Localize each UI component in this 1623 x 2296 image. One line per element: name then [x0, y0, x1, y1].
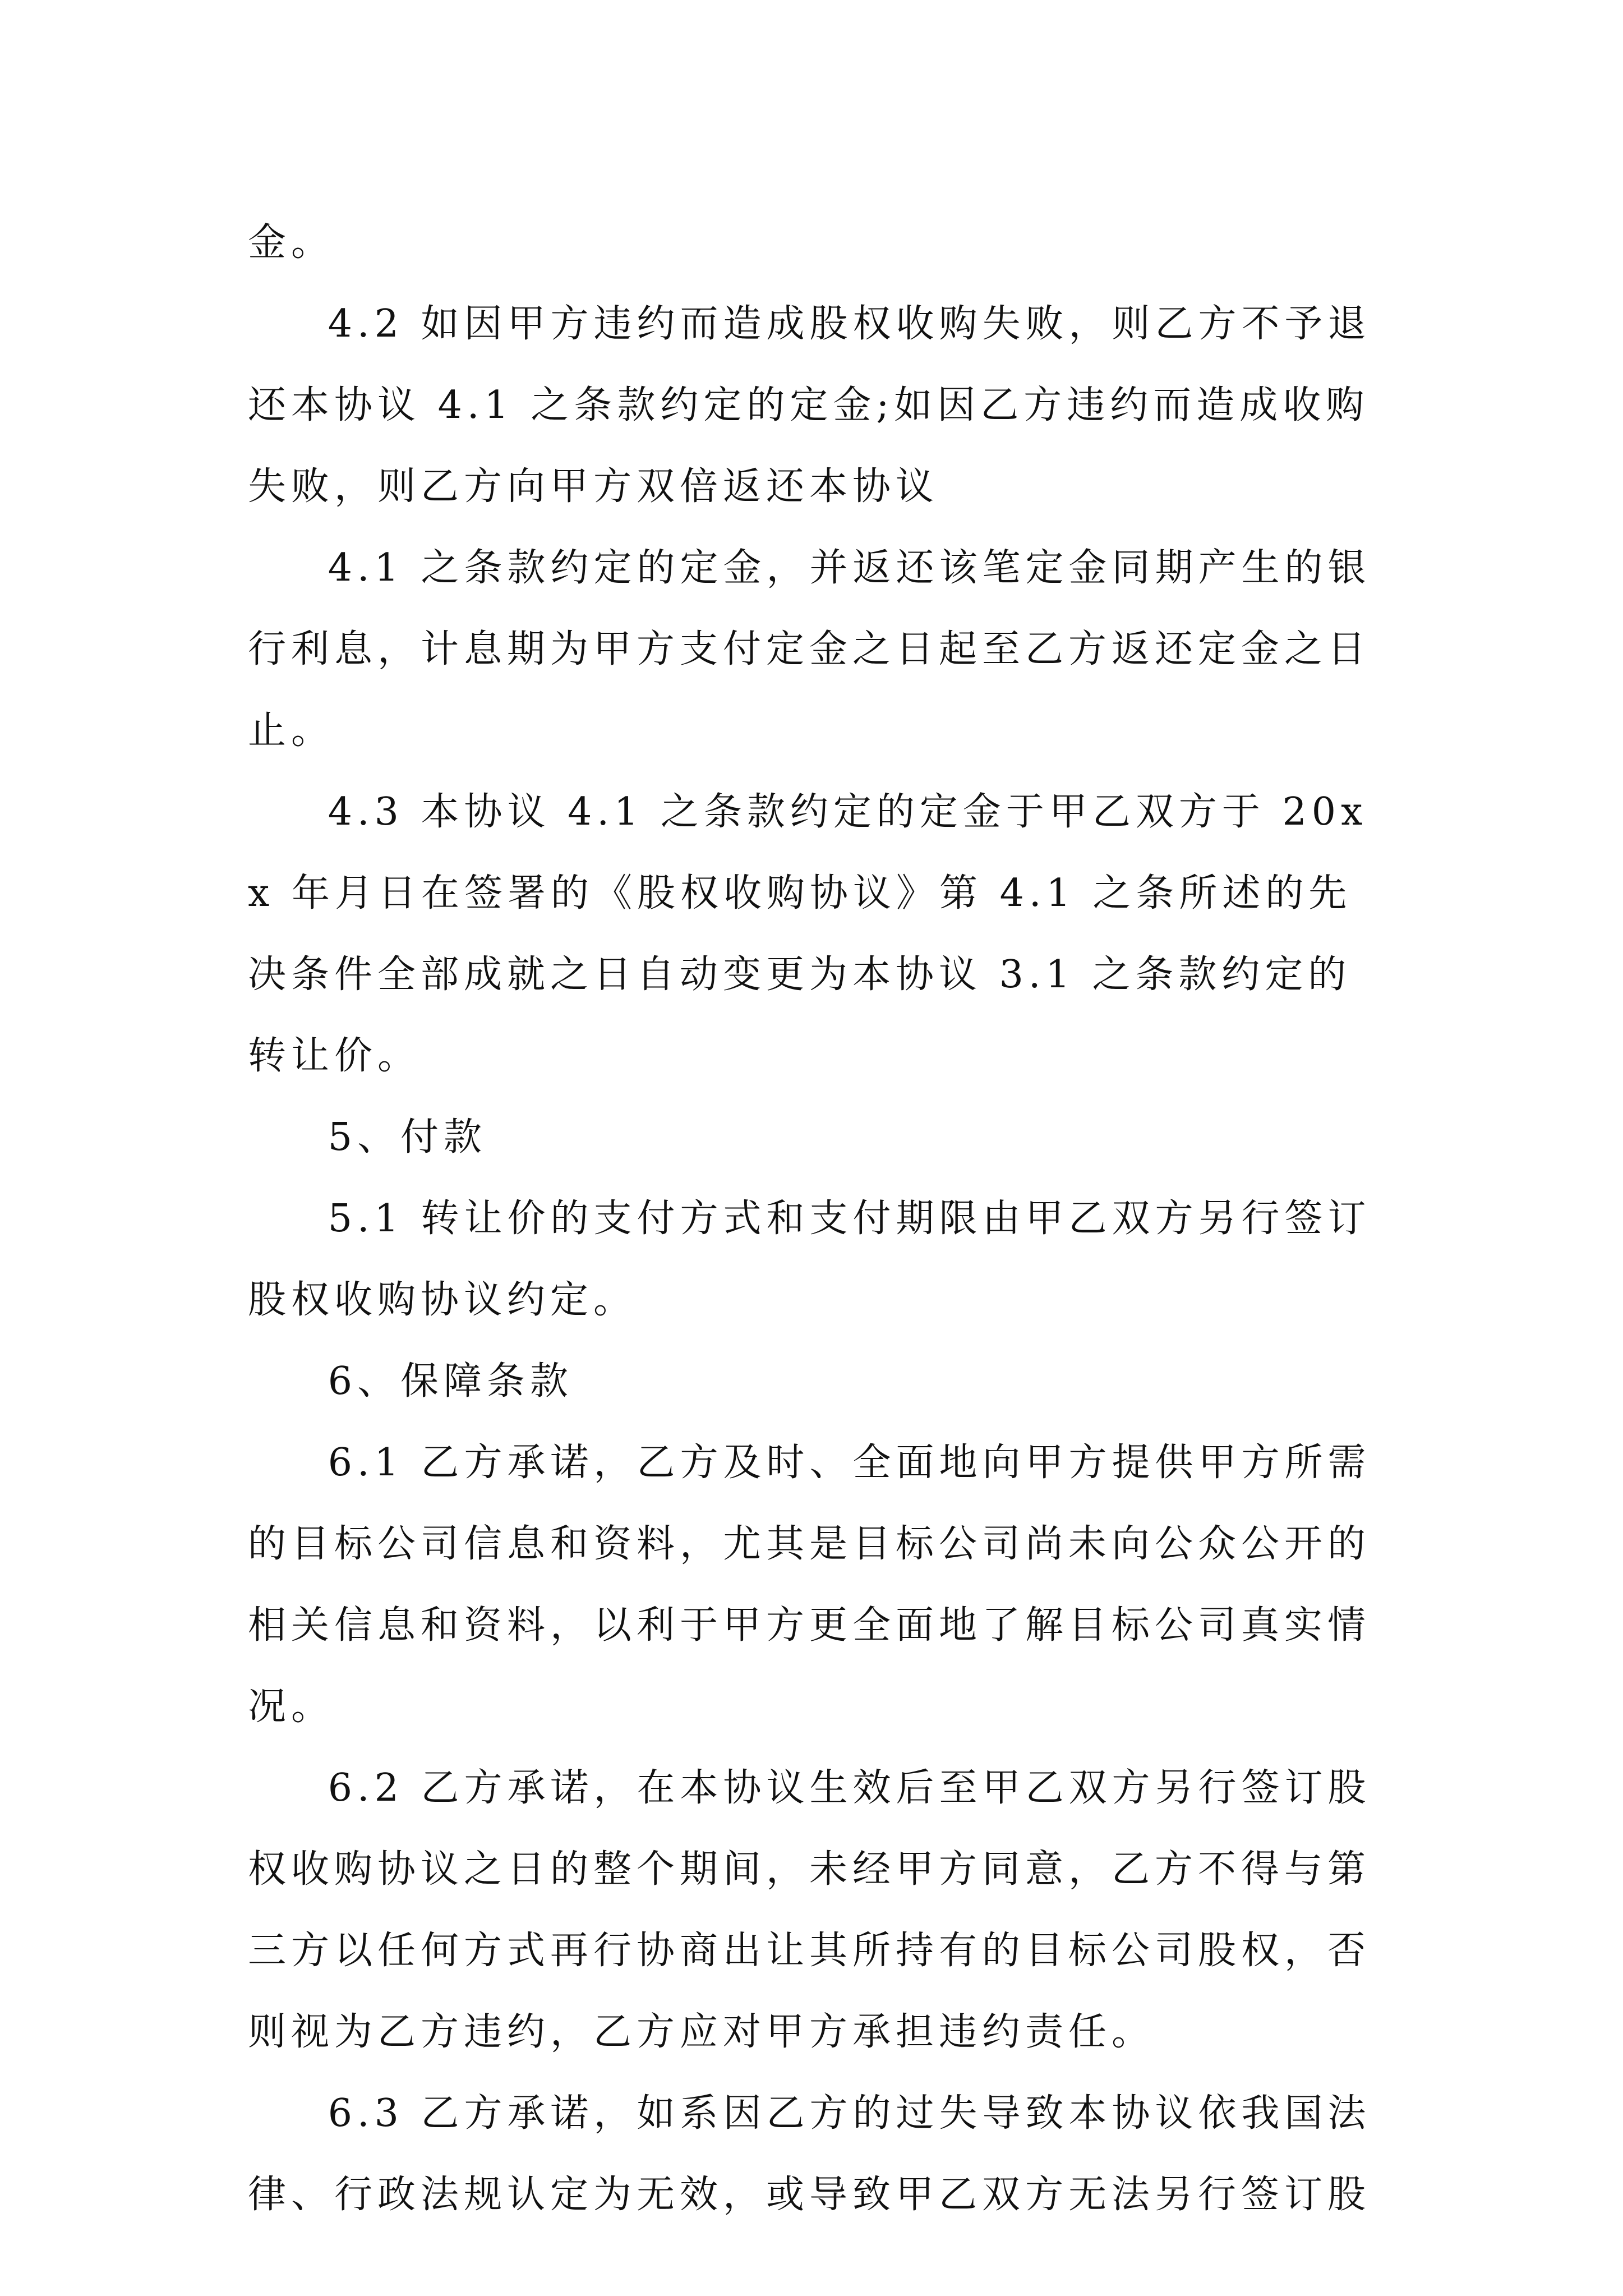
paragraph-3: 4.1 之条款约定的定金，并返还该笔定金同期产生的银行利息，计息期为甲方支付定金之日起至乙方返还定金之日止。 — [248, 546, 1371, 753]
paragraph-1: 金。 — [248, 220, 335, 265]
paragraph-2: 4.2 如因甲方违约而造成股权收购失败，则乙方不予退还本协议 4.1 之条款约定的定金;如因乙方违约而造成收购失败，则乙方向甲方双倍返还本协议 — [248, 302, 1371, 509]
paragraph-4: 4.3 本协议 4.1 之条款约定的定金于甲乙双方于 20xx 年月日在签署的《股权收购协议》第 4.1 之条所述的先决条件全部成就之日自动变更为本协议 3.1 之条款约定的转让价。 — [248, 790, 1368, 1078]
paragraph-6: 6.1 乙方承诺，乙方及时、全面地向甲方提供甲方所需的目标公司信息和资料，尤其是目标公司尚未向公众公开的相关信息和资料，以利于甲方更全面地了解目标公司真实情况。 — [248, 1441, 1371, 1729]
paragraph-5: 5.1 转让价的支付方式和支付期限由甲乙双方另行签订股权收购协议约定。 — [248, 1197, 1371, 1322]
section-heading-payment: 5、付款 — [328, 1115, 487, 1159]
section-heading-guarantee: 6、保障条款 — [328, 1359, 574, 1404]
paragraph-7: 6.2 乙方承诺，在本协议生效后至甲乙双方另行签订股权收购协议之日的整个期间，未经甲方同意，乙方不得与第三方以任何方式再行协商出让其所持有的目标公司股权，否则视为乙方违约，乙方应对甲方承担违约责任。 — [248, 1766, 1371, 2054]
paragraph-8: 6.3 乙方承诺，如系因乙方的过失导致本协议依我国法律、行政法规认定为无效，或导致甲乙双方无法另行签订股 — [248, 2091, 1371, 2217]
document-body — [248, 202, 1384, 2235]
